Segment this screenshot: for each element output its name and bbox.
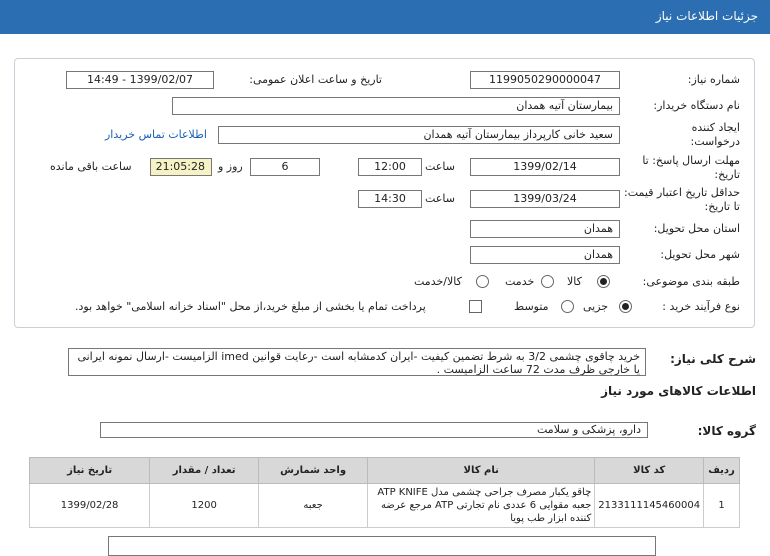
remaining-time-field: 21:05:28: [150, 158, 212, 176]
row-unit: جعبه: [259, 484, 368, 528]
row-name: چاقو یکبار مصرف جراحی چشمی مدل ATP KNIFE جعبه مقوایی 6 عددی نام تجارتی ATP مرجع عرضه کننده ابزار طب پویا: [368, 484, 595, 528]
category-label: طبقه بندی موضوعی:: [642, 275, 740, 288]
bottom-field: [108, 536, 656, 556]
title-bar: [0, 0, 770, 34]
creator-label: ایجاد کننده درخواست:: [690, 121, 740, 148]
remaining-label: ساعت باقی مانده: [50, 160, 132, 173]
province-label: استان محل تحویل:: [653, 222, 740, 235]
col-index: ردیف: [704, 458, 740, 484]
page-title: جزئیات اطلاعات نیاز: [655, 9, 758, 23]
row-index: 1: [704, 484, 740, 528]
purchase-radio-minor[interactable]: [619, 300, 632, 313]
need-number-field: 1199050290000047: [470, 71, 620, 89]
validity-date-field: 1399/03/24: [470, 190, 620, 208]
city-field: همدان: [470, 246, 620, 264]
col-name: نام کالا: [368, 458, 595, 484]
table-header-row: [30, 458, 740, 484]
table-row: [30, 484, 740, 528]
category-radio-both[interactable]: [476, 275, 489, 288]
purchase-option-medium: متوسط: [514, 300, 549, 313]
deadline-label: مهلت ارسال پاسخ: تا تاریخ:: [642, 154, 740, 181]
treasury-payment-note: پرداخت تمام یا بخشی از مبلغ خرید،از محل "اسناد خزانه اسلامی" خواهد بود.: [75, 300, 426, 313]
purchase-type-label: نوع فرآیند خرید :: [662, 300, 740, 313]
city-label: شهر محل تحویل:: [660, 248, 740, 261]
purchase-option-minor: جزیی: [583, 300, 609, 313]
col-date: تاریخ نیاز: [30, 458, 150, 484]
deadline-time-field: 12:00: [358, 158, 422, 176]
deadline-date-field: 1399/02/14: [470, 158, 620, 176]
validity-time-field: 14:30: [358, 190, 422, 208]
announce-label: تاریخ و ساعت اعلان عمومی:: [249, 73, 382, 86]
treasury-payment-checkbox[interactable]: [469, 300, 482, 313]
days-field: 6: [250, 158, 320, 176]
category-option-both: کالا/خدمت: [414, 275, 462, 288]
goods-table: [29, 457, 740, 528]
announce-field: 1399/02/07 - 14:49: [66, 71, 214, 89]
col-qty: تعداد / مقدار: [150, 458, 259, 484]
days-label: روز و: [218, 160, 243, 173]
purchase-radio-medium[interactable]: [561, 300, 574, 313]
description-label: شرح کلی نیاز:: [670, 352, 756, 366]
deadline-time-label: ساعت: [425, 160, 455, 173]
category-option-goods: کالا: [567, 275, 582, 288]
goods-group-field: دارو، پزشکی و سلامت: [100, 422, 648, 438]
validity-label: حداقل تاریخ اعتبار قیمت: تا تاریخ:: [624, 186, 740, 213]
description-text: خرید چاقوی چشمی 3/2 به شرط تضمین کیفیت -ایران کدمشابه است -رعایت قوانین imed الزامیست -ارسال نمونه ایرانی یا خارجی ظرف مدت 72 ساعت الزامیست .: [68, 348, 646, 376]
creator-field: سعید خانی کارپرداز بیمارستان آتیه همدان: [218, 126, 620, 144]
category-option-service: خدمت: [505, 275, 535, 288]
row-code: 2133111145460004: [595, 484, 704, 528]
row-qty: 1200: [150, 484, 259, 528]
buyer-org-field: بیمارستان آتیه همدان: [172, 97, 620, 115]
category-radio-service[interactable]: [541, 275, 554, 288]
buyer-org-label: نام دستگاه خریدار:: [653, 99, 740, 112]
col-unit: واحد شمارش: [259, 458, 368, 484]
row-date: 1399/02/28: [30, 484, 150, 528]
validity-time-label: ساعت: [425, 192, 455, 205]
col-code: کد کالا: [595, 458, 704, 484]
need-number-label: شماره نیاز:: [687, 73, 740, 86]
goods-group-label: گروه کالا:: [697, 424, 756, 438]
province-field: همدان: [470, 220, 620, 238]
goods-section-title: اطلاعات کالاهای مورد نیاز: [601, 384, 756, 398]
category-radio-goods[interactable]: [597, 275, 610, 288]
buyer-contact-link[interactable]: اطلاعات تماس خریدار: [105, 128, 207, 141]
